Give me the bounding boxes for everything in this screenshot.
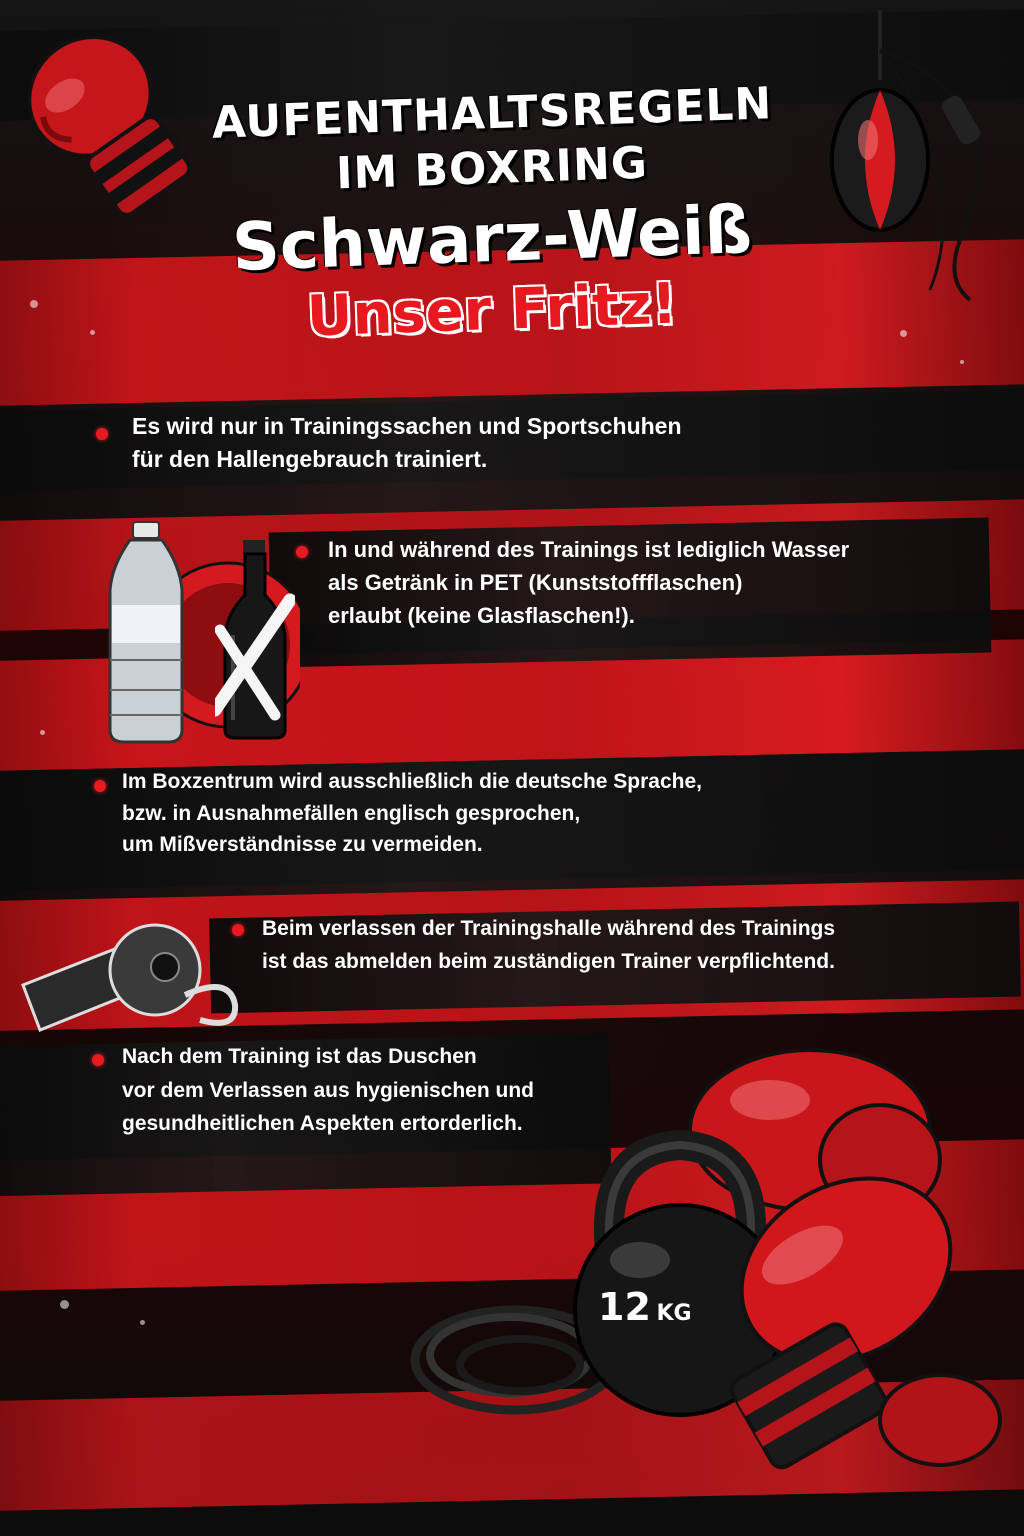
water-bottle-icon: [100, 520, 190, 745]
rule-3-line-1: Im Boxzentrum wird ausschließlich die deutsche Sprache,: [122, 770, 702, 793]
rule-3-line-2: bzw. in Ausnahmefällen englisch gesprochen,: [122, 801, 581, 825]
rule-5: [122, 1040, 534, 1141]
glass-bottle-icon: [215, 540, 295, 740]
title-line-4: Unser Fritz!: [305, 271, 679, 350]
rule-4: [262, 913, 835, 978]
title-line-3: Schwarz-Weiß: [230, 190, 754, 287]
speck: [960, 360, 964, 364]
speck: [40, 730, 45, 735]
kettlebell-unit: KG: [656, 1301, 692, 1326]
rule-2-line-3: erlaubt (keine Glasflaschen!).: [328, 603, 635, 628]
bullet: [96, 428, 108, 440]
rule-2-line-1: In und während des Trainings ist lediglich Wasser: [328, 537, 850, 562]
speck: [900, 330, 907, 337]
speck: [140, 1320, 145, 1325]
rule-3: [122, 766, 702, 861]
rule-4-line-2: ist das abmelden beim zuständigen Trainer verpflichtend.: [262, 949, 835, 973]
bullet: [296, 546, 308, 558]
whistle-icon: [15, 905, 250, 1040]
rule-1-line-1: Es wird nur in Trainingssachen und Sportschuhen: [132, 413, 682, 439]
rule-5-line-2: vor dem Verlassen aus hygienischen und: [122, 1078, 534, 1102]
rule-5-line-1: Nach dem Training ist das Duschen: [122, 1045, 477, 1068]
rule-3-line-3: um Mißverständnisse zu vermeiden.: [122, 833, 483, 856]
kettlebell-number: 12: [598, 1285, 651, 1329]
bullet: [92, 1054, 104, 1066]
rule-2-line-2: als Getränk in PET (Kunststoffflaschen): [328, 570, 743, 595]
bullet: [94, 780, 106, 792]
rule-4-line-1: Beim verlassen der Trainingshalle während des Trainings: [262, 917, 836, 940]
title-line-1: AUFENTHALTSREGELN: [210, 78, 774, 149]
rule-5-line-3: gesundheitlichen Aspekten ertorderlich.: [122, 1112, 523, 1136]
rule-1: [132, 410, 682, 477]
speck: [60, 1300, 69, 1309]
bullet: [232, 924, 244, 936]
title-line-2: IM BOXRING: [335, 137, 649, 200]
rule-1-line-2: für den Hallengebrauch trainiert.: [132, 446, 488, 473]
boxing-glove-icon: [670, 1170, 1010, 1470]
rule-2: [328, 533, 849, 632]
